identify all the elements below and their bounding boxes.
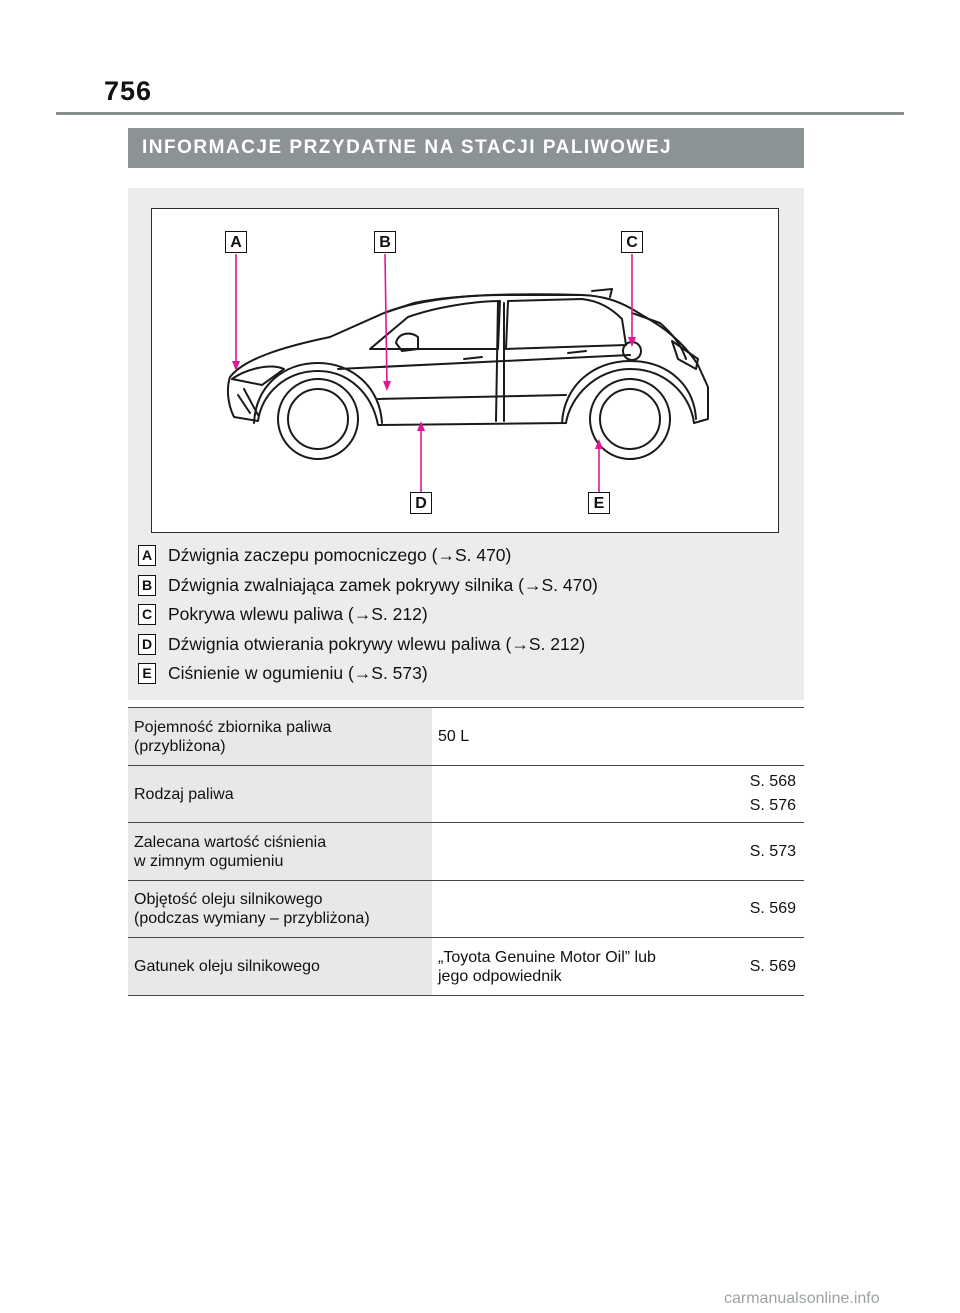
legend-item xyxy=(138,630,788,660)
callout-c: C xyxy=(621,231,643,253)
callout-b: B xyxy=(374,231,396,253)
label-text: Objętość oleju silnikowego (podczas wymiany – przybliżona) xyxy=(134,891,370,927)
legend-key: A xyxy=(138,545,156,566)
legend-key: B xyxy=(138,575,156,596)
label-text: Rodzaj paliwa xyxy=(134,785,234,803)
table-row xyxy=(128,881,804,938)
value-text: „Toyota Genuine Motor Oil” lub jego odpowiednik xyxy=(438,948,656,985)
legend-text: Ciśnienie w ogumieniu (→S. 573) xyxy=(168,663,428,683)
legend-text: Dźwignia otwierania pokrywy wlewu paliwa (→S. 212) xyxy=(168,633,586,654)
row-label xyxy=(128,881,432,938)
row-refs xyxy=(696,938,804,996)
row-refs xyxy=(696,708,804,766)
page-ref-link[interactable]: S. 568 xyxy=(749,773,796,790)
spec-table xyxy=(128,707,804,996)
legend xyxy=(138,541,788,689)
value-text: 50 L xyxy=(438,728,470,745)
table-row xyxy=(128,938,804,996)
label-text: Gatunek oleju silnikowego xyxy=(134,958,320,975)
page-number: 756 xyxy=(104,76,153,106)
row-value xyxy=(432,766,696,823)
legend-text: Dźwignia zaczepu pomocniczego (→S. 470) xyxy=(168,545,512,565)
row-value xyxy=(432,823,696,881)
label-text: Pojemność zbiornika paliwa (przybliżona) xyxy=(134,718,332,755)
legend-key: D xyxy=(138,634,156,655)
row-value xyxy=(432,881,696,938)
row-label xyxy=(128,766,432,823)
watermark: carmanualsonline.info xyxy=(724,1290,880,1307)
car-diagram xyxy=(151,208,779,533)
row-label xyxy=(128,823,432,881)
callout-e: E xyxy=(588,492,610,514)
table-row xyxy=(128,823,804,881)
legend-text: Dźwignia zwalniająca zamek pokrywy silnika (→S. 470) xyxy=(168,574,598,595)
legend-key: E xyxy=(138,663,156,684)
row-refs xyxy=(696,766,804,823)
page-ref-link[interactable]: S. 573 xyxy=(749,842,796,860)
table-row xyxy=(128,766,804,823)
callout-d: D xyxy=(410,492,432,514)
row-value xyxy=(432,708,696,766)
section-header: INFORMACJE PRZYDATNE NA STACJI PALIWOWEJ xyxy=(128,128,804,168)
row-value xyxy=(432,938,696,996)
row-refs xyxy=(696,823,804,881)
legend-item xyxy=(138,571,788,601)
table-row xyxy=(128,708,804,766)
legend-text: Pokrywa wlewu paliwa (→S. 212) xyxy=(168,604,428,624)
page-ref-link[interactable]: S. 569 xyxy=(749,900,796,917)
row-label xyxy=(128,938,432,996)
row-refs xyxy=(696,881,804,938)
car-illustration xyxy=(152,209,780,534)
page-ref-link[interactable]: S. 576 xyxy=(749,797,796,814)
page-ref-link[interactable]: S. 569 xyxy=(749,957,796,975)
legend-key: C xyxy=(138,604,156,625)
callout-a: A xyxy=(225,231,247,253)
row-label xyxy=(128,708,432,766)
legend-item xyxy=(138,600,788,630)
top-rule xyxy=(56,112,904,115)
label-text: Zalecana wartość ciśnienia w zimnym ogumieniu xyxy=(134,833,327,870)
legend-item xyxy=(138,659,788,689)
legend-item xyxy=(138,541,788,571)
